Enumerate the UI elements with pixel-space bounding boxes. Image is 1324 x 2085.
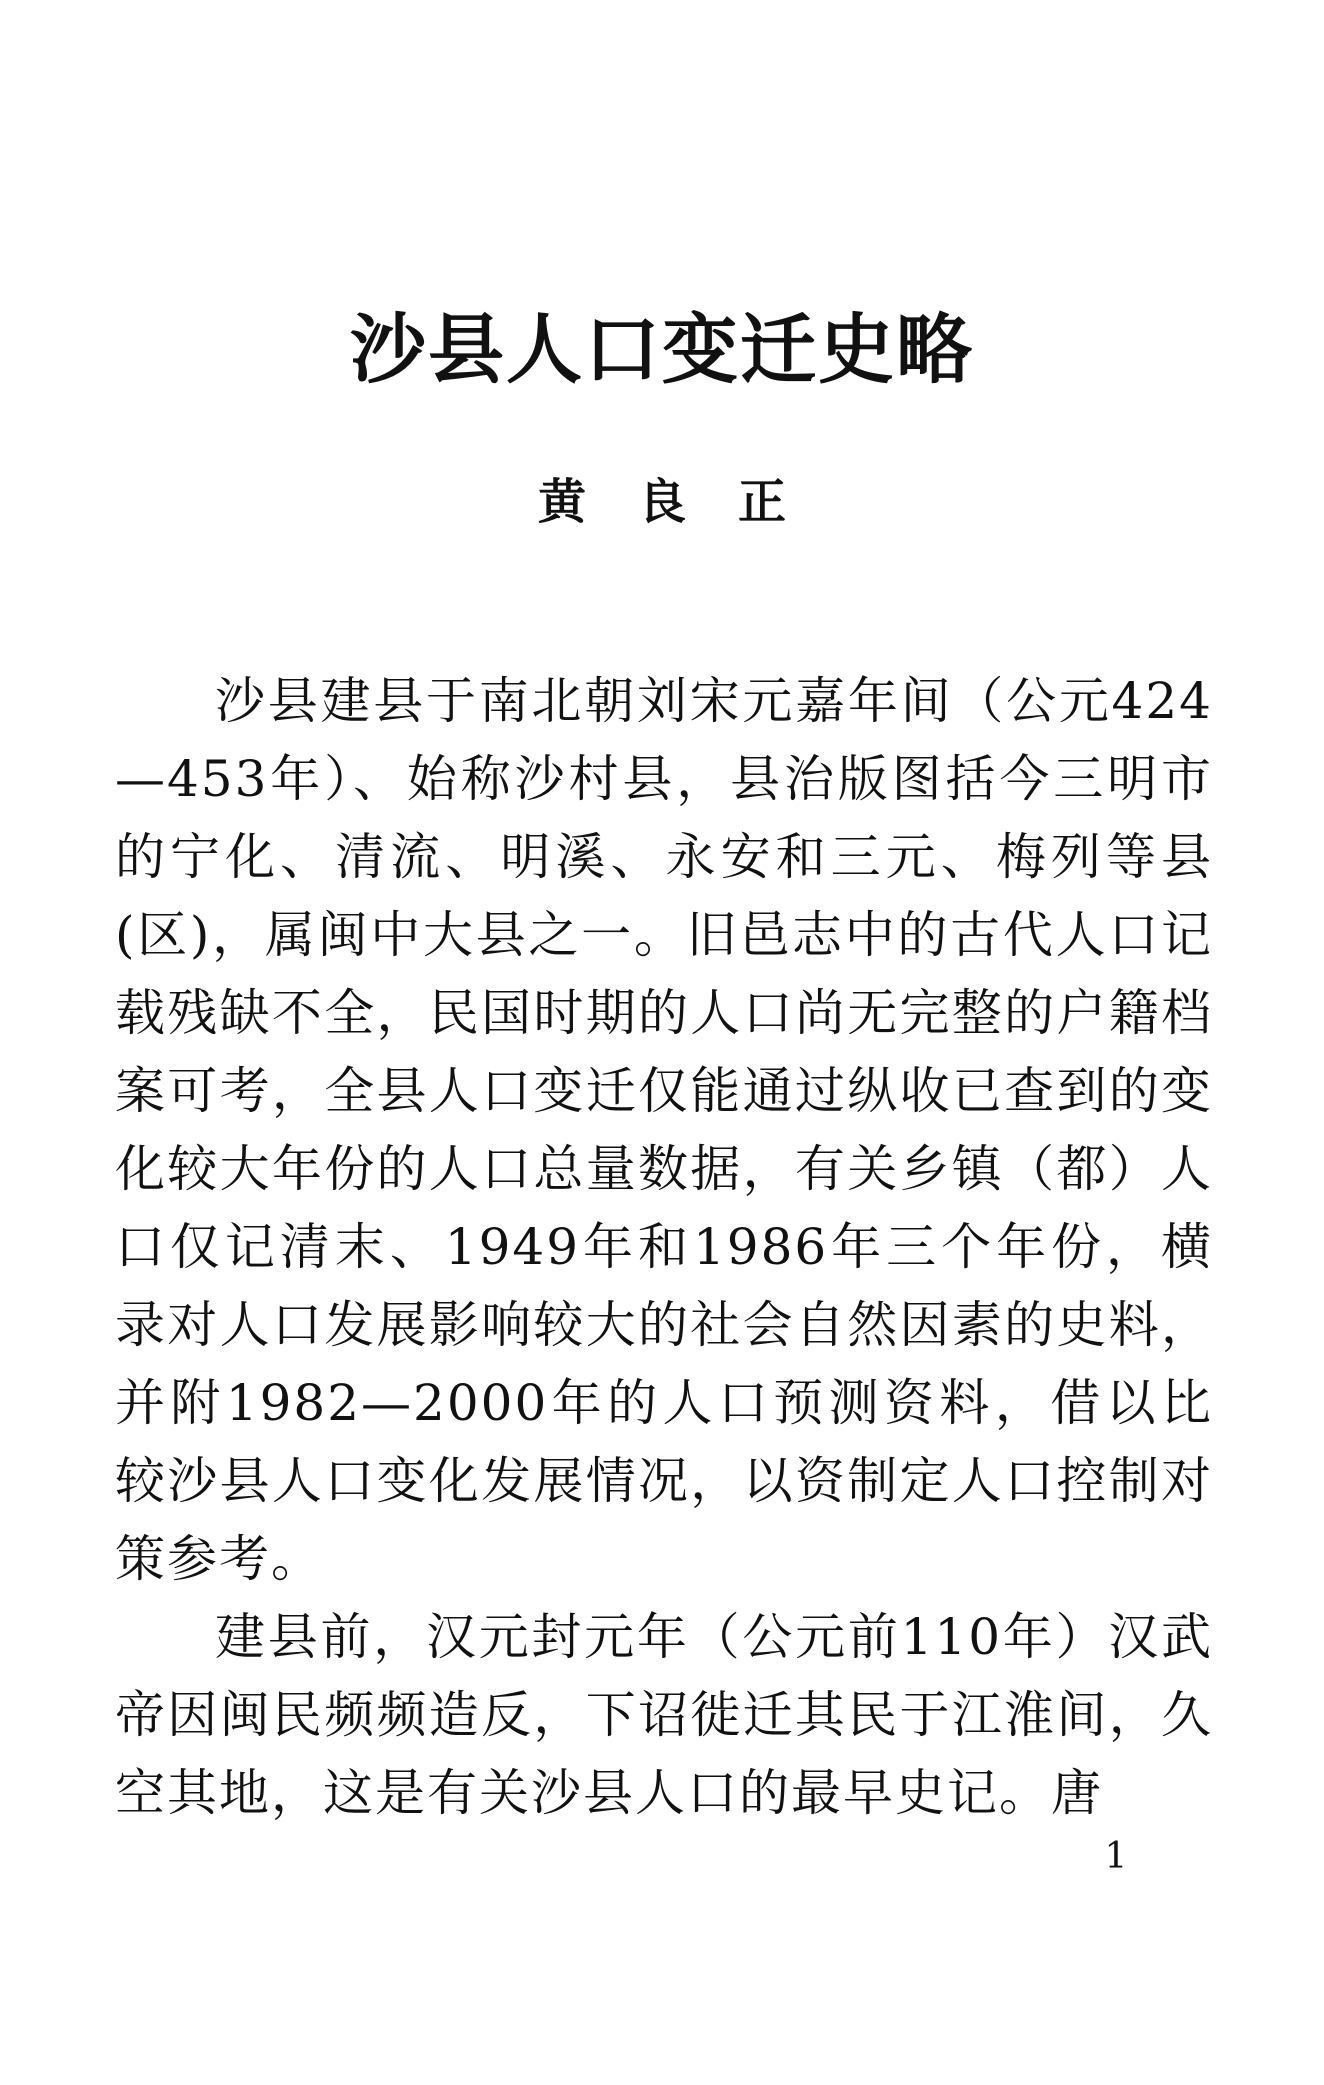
paragraph-1: 沙县建县于南北朝刘宋元嘉年间（公元424—453年）、始称沙村县，县治版图括今三明市的宁化、清流、明溪、永安和三元、梅列等县(区)，属闽中大县之一。旧邑志中的古代人口记载残缺不全，民国时期的人口尚无完整的户籍档案可考，全县人口变迁仅能通过纵收已查到的变化较大年份的人口总量数据，有关乡镇（都）人口仅记清末、1949年和1986年三个年份，横录对人口发展影响较大的社会自然因素的史料，并附1982—2000年的人口预测资料，借以比较沙县人口变化发展情况，以资制定人口控制对策参考。: [115, 672, 1213, 1588]
page-title: 沙县人口变迁史略: [350, 305, 974, 394]
page-number: 1: [1104, 1836, 1128, 1877]
author-name: 黄良正: [537, 474, 838, 530]
paragraph-2: 建县前，汉元封元年（公元前110年）汉武帝因闽民频频造反，下诏徙迁其民于江淮间，久空其地，这是有关沙县人口的最早史记。唐: [115, 1608, 1213, 1822]
article-body: [115, 662, 1213, 1832]
